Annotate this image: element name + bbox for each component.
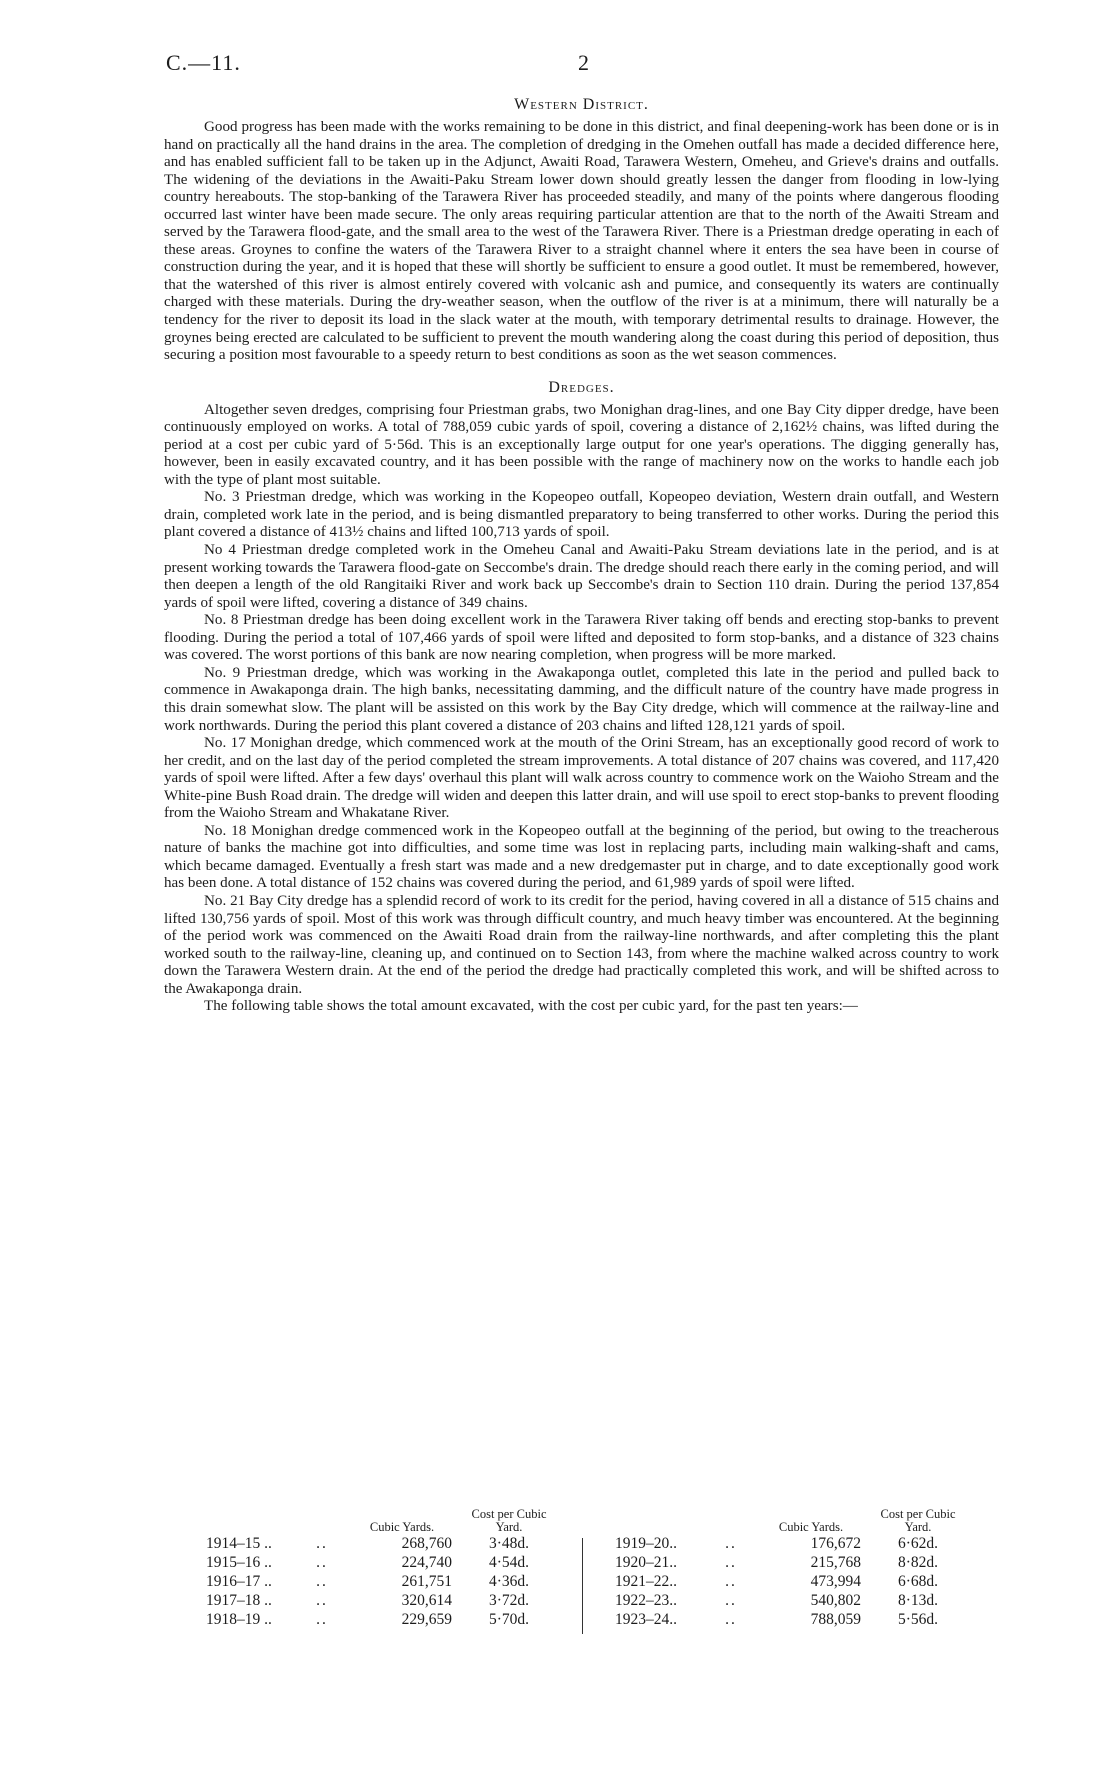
leader-dots: .. bbox=[725, 1535, 737, 1552]
cubic-yards-cell: 229,659 bbox=[401, 1611, 452, 1628]
year-cell: 1919–20.. bbox=[615, 1535, 677, 1552]
column-header-cubic-yards: Cubic Yards. bbox=[778, 1520, 844, 1534]
table-row bbox=[206, 1553, 548, 1572]
table-row bbox=[206, 1610, 548, 1629]
paragraph: No. 3 Priestman dredge, which was working in the Kopeopeo outfall, Kopeopeo deviation, Western drain outfall, and Western drain, completed work late in the period, and is being dismantled preparatory to being transferred to other works. During the period this plant covered a distance of 413½ chains and lifted 100,713 yards of spoil. bbox=[164, 489, 999, 541]
column-header-cost-per-cubic-yard: Cost per Cubic Yard. bbox=[471, 1507, 547, 1534]
table-header-row bbox=[206, 1502, 548, 1534]
cubic-yards-cell: 261,751 bbox=[401, 1573, 452, 1590]
paragraph: Altogether seven dredges, comprising four Priestman grabs, two Monighan drag-lines, and one Bay City dipper dredge, have been continuously employed on works. A total of 788,059 cubic yards of spoil, covering a distance of 2,162½ chains, was lifted during the period at a cost per cubic yard of 5·56d. This is an exceptionally large output for one year's operations. The digging generally has, however, been in easily excavated country, and it has been possible with the range of machinery now on the works to handle each job with the type of plant most suitable. bbox=[164, 401, 999, 488]
table-row bbox=[206, 1591, 548, 1610]
column-header-cubic-yards: Cubic Yards. bbox=[369, 1520, 435, 1534]
cost-cell: 4·36d. bbox=[488, 1573, 530, 1590]
cost-cell: 5·70d. bbox=[488, 1611, 530, 1628]
paragraph: The following table shows the total amount excavated, with the cost per cubic yard, for the past ten years:— bbox=[204, 998, 858, 1015]
section-heading-western-district: Western District. bbox=[514, 96, 649, 113]
paragraph: Good progress has been made with the works remaining to be done in this district, and final deepening-work has been done or is in hand on practically all the hand drains in the area. The completion of dredging in the Omehen outfall has made a decided difference here, and has enabled sufficient fall to be taken up in the Adjunct, Awaiti Road, Tarawera Western, Omeheu, and Grieve's drains and outfalls. The widening of the deviations in the Awaiti-Paku Stream lower down should greatly lessen the danger from flooding in low-lying country hereabouts. The stop-banking of the Tarawera River has proceeded steadily, and many of the points where dangerous flooding occurred last winter have been made secure. The only areas requiring particular attention are that to the north of the Awaiti Stream and served by the Tarawera flood-gate, and the small area to the west of the Tarawera River. There is a Priestman dredge operating in each of these areas. Groynes to confine the waters of the Tarawera River to a straight channel where it enters the sea have been in course of construction during the year, and it is hoped that these will shortly be sufficient to ensure a good outlet. It must be remembered, however, that the watershed of this river is almost entirely covered with volcanic ash and pumice, and consequently its waters are continually charged with these materials. During the dry-weather season, when the outflow of the river is at a minimum, there will naturally be a tendency for the river to deposit its load in the slack water at the mouth, with temporary detrimental results to drainage. However, the groynes being erected are calculated to be sufficient to prevent the mouth wandering along the coast during this period of deposition, thus securing a position most favourable to a speedy return to best conditions as soon as the wet season commences. bbox=[164, 119, 999, 364]
paragraph: No 4 Priestman dredge completed work in the Omeheu Canal and Awaiti-Paku Stream deviations late in the period, and is at present working towards the Tarawera flood-gate on Seccombe's drain. The dredge should reach there early in the coming period, and will then deepen a length of the old Rangitaiki River and work back up Seccombe's drain to Section 110 drain. During the period 137,854 yards of spoil were lifted, covering a distance of 349 chains. bbox=[164, 542, 999, 611]
paragraph: No. 9 Priestman dredge, which was working in the Awakaponga outlet, completed this late in the period and pulled back to commence in Awakaponga drain. The high banks, necessitating damming, and the difficult nature of the country have made progress in this drain somewhat slow. The plant will be assisted on this work by the Bay City dredge, which will commence at the railway-line and work northwards. During the period this plant covered a distance of 203 chains and lifted 128,121 yards of spoil. bbox=[164, 664, 999, 734]
cubic-yards-cell: 473,994 bbox=[810, 1573, 861, 1590]
column-header-cost-per-cubic-yard: Cost per Cubic Yard. bbox=[880, 1507, 956, 1534]
year-cell: 1917–18 .. bbox=[206, 1592, 272, 1609]
leader-dots: .. bbox=[316, 1535, 328, 1552]
table-row bbox=[615, 1610, 957, 1629]
leader-dots: .. bbox=[316, 1573, 328, 1590]
cubic-yards-cell: 176,672 bbox=[810, 1535, 861, 1552]
excavation-cost-table bbox=[206, 1502, 986, 1642]
paragraph: No. 17 Monighan dredge, which commenced work at the mouth of the Orini Stream, has an exceptionally good record of work to her credit, and on the last day of the period completed the stream improvements. A total distance of 207 chains was covered, and 117,420 yards of spoil were lifted. After a few days' overhaul this plant will walk across country to commence work on the Waioho Stream and the White-pine Bush Road drain. The dredge will widen and deepen this latter drain, and will use spoil to erect stop-banks to prevent flooding from the Waioho Stream and Whakatane River. bbox=[164, 735, 999, 822]
table-right-half bbox=[615, 1502, 957, 1629]
year-cell: 1915–16 .. bbox=[206, 1554, 272, 1571]
cubic-yards-cell: 540,802 bbox=[810, 1592, 861, 1609]
table-row bbox=[615, 1534, 957, 1553]
cubic-yards-cell: 224,740 bbox=[401, 1554, 452, 1571]
paragraph: No. 18 Monighan dredge commenced work in the Kopeopeo outfall at the beginning of the period, but owing to the treacherous nature of banks the machine got into difficulties, and some time was lost in replacing parts, including main walking-shaft and cams, which became damaged. Eventually a fresh start was made and a new dredgemaster put in charge, and to date exceptionally good work has been done. A total distance of 152 chains was covered during the period, and 61,989 yards of spoil were lifted. bbox=[164, 822, 999, 892]
leader-dots: .. bbox=[316, 1554, 328, 1571]
leader-dots: .. bbox=[725, 1554, 737, 1571]
cost-cell: 4·54d. bbox=[488, 1554, 530, 1571]
leader-dots: .. bbox=[316, 1592, 328, 1609]
paragraph: No. 21 Bay City dredge has a splendid record of work to its credit for the period, having covered in all a distance of 515 chains and lifted 130,756 yards of spoil. Most of this work was through difficult country, and much heavy timber was encountered. At the beginning of the period work was commenced on the Awaiti Road drain from the railway-line northwards, and after completing this the plant worked south to the railway-line, cleaning up, and continued on to Section 143, from where the machine walked across country to work down the Tarawera Western drain. At the end of the period the dredge had practically completed this work, and will be shifted across to the Awakaponga drain. bbox=[164, 892, 999, 997]
year-cell: 1920–21.. bbox=[615, 1554, 677, 1571]
cost-cell: 3·48d. bbox=[488, 1535, 530, 1552]
table-header-row bbox=[615, 1502, 957, 1534]
cubic-yards-cell: 215,768 bbox=[810, 1554, 861, 1571]
table-row bbox=[615, 1572, 957, 1591]
leader-dots: .. bbox=[316, 1611, 328, 1628]
year-cell: 1921–22.. bbox=[615, 1573, 677, 1590]
year-cell: 1922–23.. bbox=[615, 1592, 677, 1609]
cost-cell: 5·56d. bbox=[897, 1611, 939, 1628]
leader-dots: .. bbox=[725, 1573, 737, 1590]
cubic-yards-cell: 788,059 bbox=[810, 1611, 861, 1628]
cubic-yards-cell: 268,760 bbox=[401, 1535, 452, 1552]
table-left-half bbox=[206, 1502, 548, 1629]
cost-cell: 8·13d. bbox=[897, 1592, 939, 1609]
leader-dots: .. bbox=[725, 1611, 737, 1628]
year-cell: 1923–24.. bbox=[615, 1611, 677, 1628]
table-row bbox=[615, 1591, 957, 1610]
year-cell: 1918–19 .. bbox=[206, 1611, 272, 1628]
table-row bbox=[206, 1572, 548, 1591]
cost-cell: 8·82d. bbox=[897, 1554, 939, 1571]
year-cell: 1914–15 .. bbox=[206, 1535, 272, 1552]
year-cell: 1916–17 .. bbox=[206, 1573, 272, 1590]
leader-dots: .. bbox=[725, 1592, 737, 1609]
table-row bbox=[615, 1553, 957, 1572]
table-row bbox=[206, 1534, 548, 1553]
paragraph: No. 8 Priestman dredge has been doing excellent work in the Tarawera River taking off bends and erecting stop-banks to prevent flooding. During the period a total of 107,466 yards of spoil were lifted and deposited to form stop-banks, and a distance of 323 chains was covered. The worst portions of this bank are now nearing completion, when progress will be more marked. bbox=[164, 612, 999, 664]
page-number: 2 bbox=[578, 50, 589, 75]
cost-cell: 6·62d. bbox=[897, 1535, 939, 1552]
cost-cell: 6·68d. bbox=[897, 1573, 939, 1590]
cubic-yards-cell: 320,614 bbox=[401, 1592, 452, 1609]
column-divider bbox=[582, 1538, 583, 1634]
document-reference: C.—11. bbox=[166, 50, 241, 75]
section-heading-dredges: Dredges. bbox=[548, 378, 615, 396]
page-body bbox=[164, 96, 999, 1016]
cost-cell: 3·72d. bbox=[488, 1592, 530, 1609]
